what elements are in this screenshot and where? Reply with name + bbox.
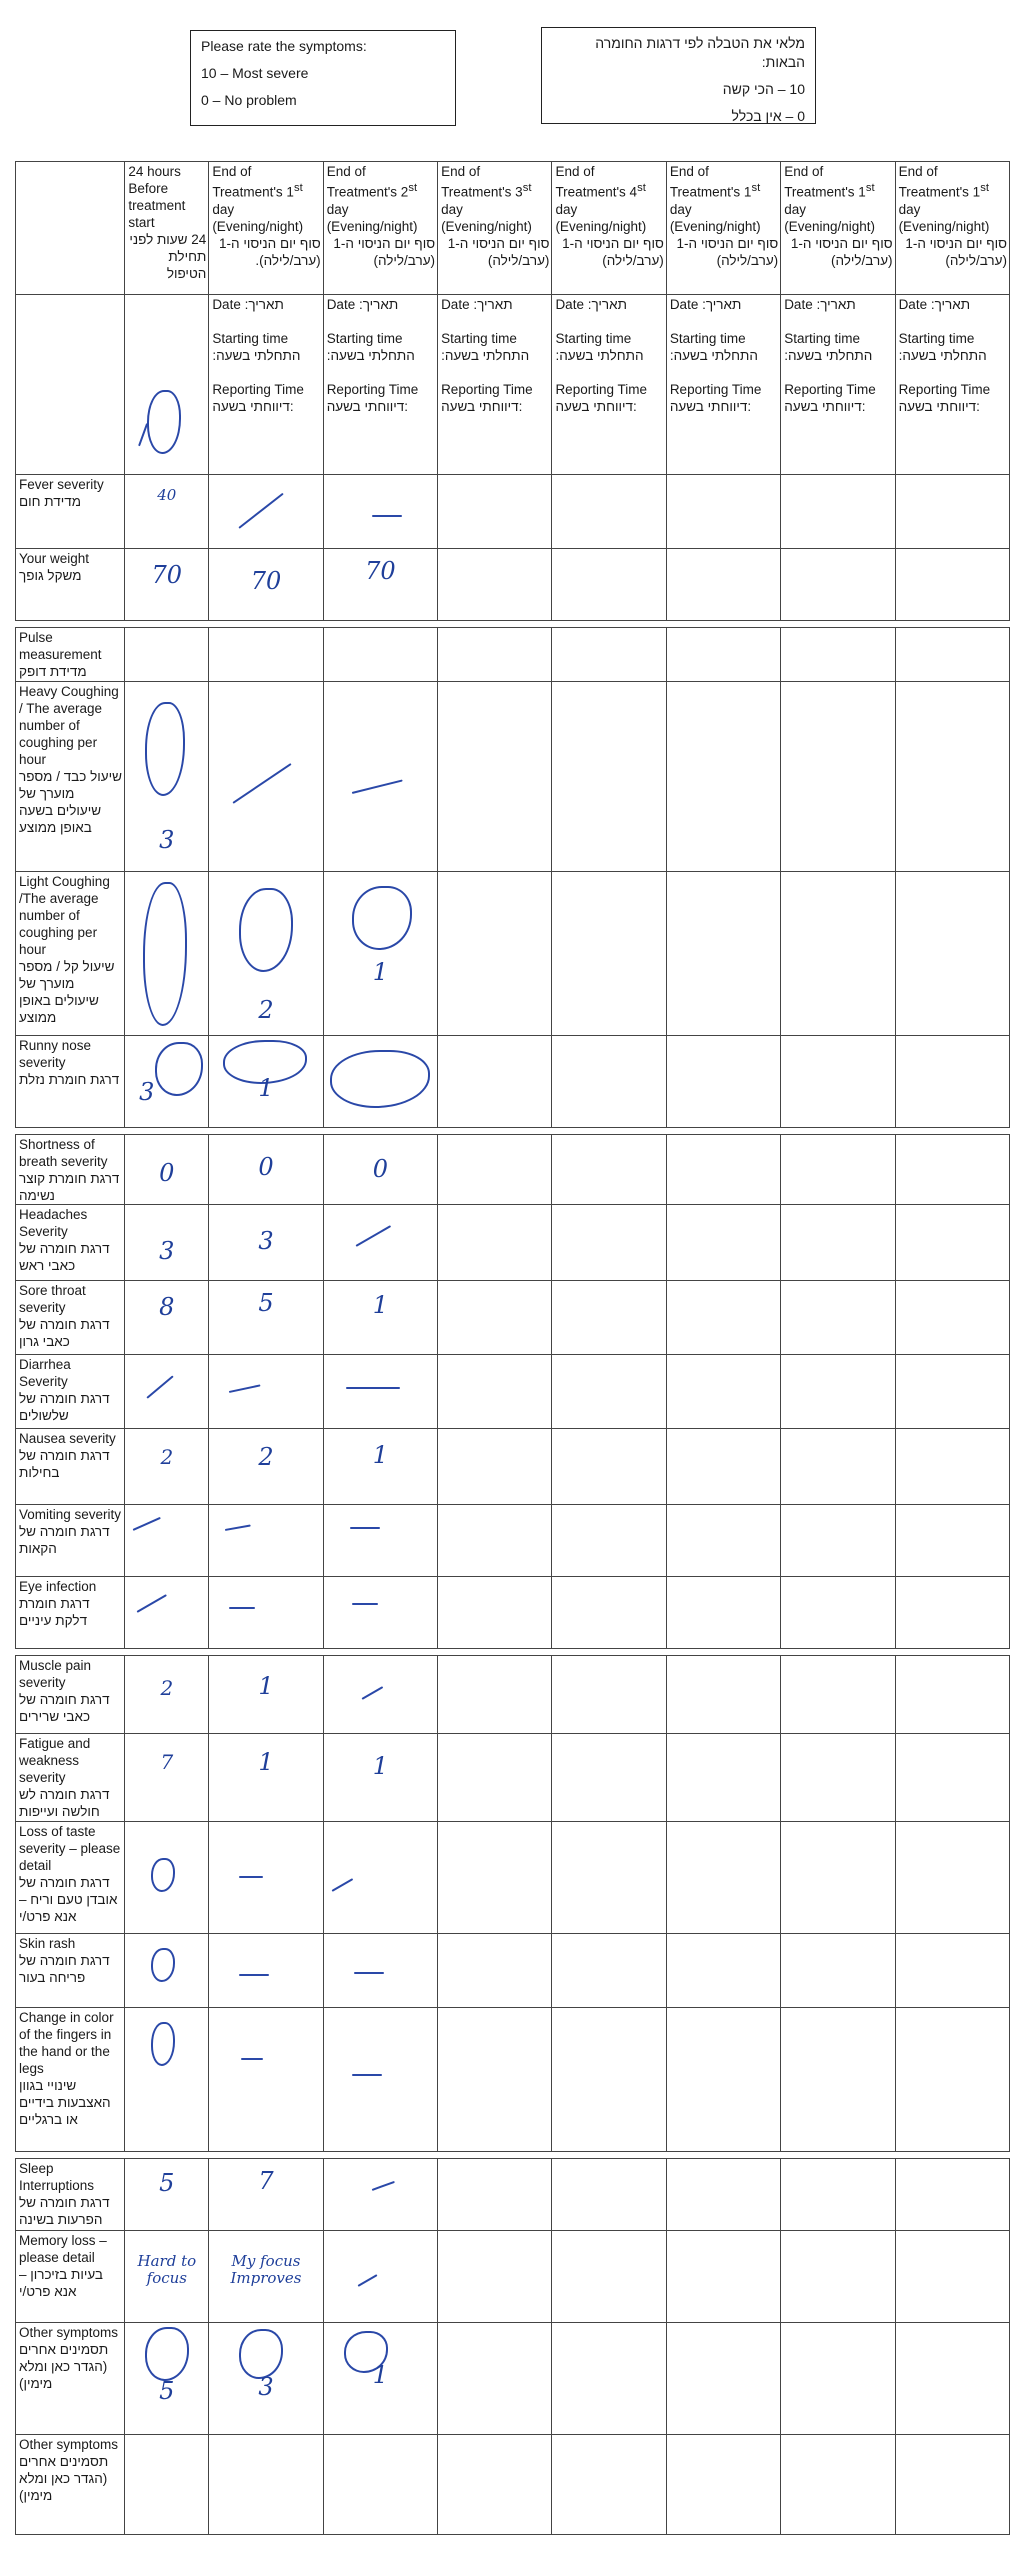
row-muscle-pain: Muscle pain severity דרגת חומרה של כאבי שרירים 2 1 xyxy=(16,1656,1010,1734)
legend-min-he: 0 – אין בכלל xyxy=(731,108,805,124)
date-time-row: Date :תאריך Starting time :התחלתי בשעה Reporting Time דיווחתי בשעה: Date :תאריך Starting time :התחלתי בשעה Reporting Time דיווחתי בשעה: Date :תאריך Starting time :התחלתי בשעה Reporting Time דיווחתי בשעה: Date :תאריך Starting time :התחלתי בשעה Reporting Time דיווחתי בשעה: Date :תאריך Starting time :התחלתי בשעה Reporting Time דיווחתי בשעה: Date :תאריך Starting time :התחלתי בשעה Reporting Time דיווחתי בשעה: Date :תאריך Starting time :התחלתי בשעה Reporting Time דיווחתי בשעה: xyxy=(16,295,1010,475)
row-loss-of-taste: Loss of taste severity – please detail דרגת חומרה של אובדן טעם וריח – אנא פרט/י xyxy=(16,1822,1010,1934)
legend-max: 10 – Most severe xyxy=(201,65,309,81)
legend-title-he: מלאי את הטבלה לפי דרגות החומרה הבאות: xyxy=(595,35,805,70)
legend-min: 0 – No problem xyxy=(201,92,297,108)
row-weight: Your weight משקל גופך 70 70 70 xyxy=(16,549,1010,621)
row-pulse: Pulse measurement מדידת דופק xyxy=(16,628,1010,682)
header-day: End of Treatment's 1st day (Evening/night) סוף יום הניסוי ה-1 (ערב/לילה) xyxy=(781,162,895,295)
row-memory-loss: Memory loss – please detail בעיות בזיכרון – אנא פרט/י Hard to focus My focus Improves xyxy=(16,2231,1010,2323)
header-before-treatment: 24 hours Before treatment start 24 שעות לפני תחילת הטיפול xyxy=(125,162,209,295)
row-other-symptoms: Other symptoms תסמינים אחרים (הגדר כאן ומלא מימין) 5 3 1 xyxy=(16,2323,1010,2435)
row-sleep-interruptions: Sleep Interruptions דרגת חומרה של הפרעות בשינה 5 7 xyxy=(16,2159,1010,2231)
row-other-symptoms: Other symptoms תסמינים אחרים (הגדר כאן ומלא מימין) xyxy=(16,2435,1010,2535)
rating-legend-english xyxy=(190,30,456,126)
row-diarrhea: Diarrhea Severity דרגת חומרה של שלשולים xyxy=(16,1355,1010,1429)
row-runny-nose: Runny nose severity דרגת חומרת נזלת 3 1 xyxy=(16,1036,1010,1128)
row-shortness-of-breath: Shortness of breath severity דרגת חומרת קוצר נשימה 0 0 0 xyxy=(16,1135,1010,1205)
row-light-coughing: Light Coughing /The average number of coughing per hour שיעול קל / מספר מוערך של שיעולים באופן ממוצע 2 1 xyxy=(16,872,1010,1036)
header-day: End of Treatment's 3st day (Evening/night) סוף יום הניסוי ה-1 (ערב/לילה) xyxy=(438,162,552,295)
rating-legend-hebrew xyxy=(541,27,816,124)
row-fever: Fever severity מדידת חום 40 xyxy=(16,475,1010,549)
row-vomiting: Vomiting severity דרגת חומרה של הקאות xyxy=(16,1505,1010,1577)
row-heavy-coughing: Heavy Coughing / The average number of coughing per hour שיעול כבד / מספר מוערך של שיעולים בשעה באופן ממוצע 3 xyxy=(16,682,1010,872)
row-headaches: Headaches Severity דרגת חומרה של כאבי ראש 3 3 xyxy=(16,1205,1010,1281)
header-row xyxy=(16,162,1010,295)
header-day: End of Treatment's 2st day (Evening/night) סוף יום הניסוי ה-1 (ערב/לילה) xyxy=(323,162,437,295)
row-sore-throat: Sore throat severity דרגת חומרה של כאבי גרון 8 5 1 xyxy=(16,1281,1010,1355)
header-day: End of Treatment's 1st day (Evening/night) סוף יום הניסוי ה-1 (ערב/לילה) xyxy=(895,162,1009,295)
legend-max-he: 10 – הכי קשה xyxy=(722,81,805,97)
legend-title: Please rate the symptoms: xyxy=(201,38,367,54)
row-finger-color-change: Change in color of the fingers in the hand or the legs שינויי בגוון האצבעות בידיים או ברגליים xyxy=(16,2008,1010,2152)
row-fatigue: Fatigue and weakness severity דרגת חומרה לש חולשה ועייפות 7 1 1 xyxy=(16,1734,1010,1822)
row-skin-rash: Skin rash דרגת חומרה של פריחה בעור xyxy=(16,1934,1010,2008)
symptom-tracking-table xyxy=(15,161,1010,2535)
signature-cell xyxy=(125,295,209,475)
header-day: End of Treatment's 4st day (Evening/night) סוף יום הניסוי ה-1 (ערב/לילה) xyxy=(552,162,666,295)
row-eye-infection: Eye infection דרגת חומרת דלקת עיניים xyxy=(16,1577,1010,1649)
row-nausea: Nausea severity דרגת חומרה של בחילות 2 2 1 xyxy=(16,1429,1010,1505)
header-day: End of Treatment's 1st day (Evening/night) סוף יום הניסוי ה-1 (ערב/לילה) xyxy=(666,162,780,295)
corner-cell xyxy=(16,162,125,295)
header-day: End of Treatment's 1st day (Evening/night) סוף יום הניסוי ה-1 (ערב/לילה). xyxy=(209,162,323,295)
